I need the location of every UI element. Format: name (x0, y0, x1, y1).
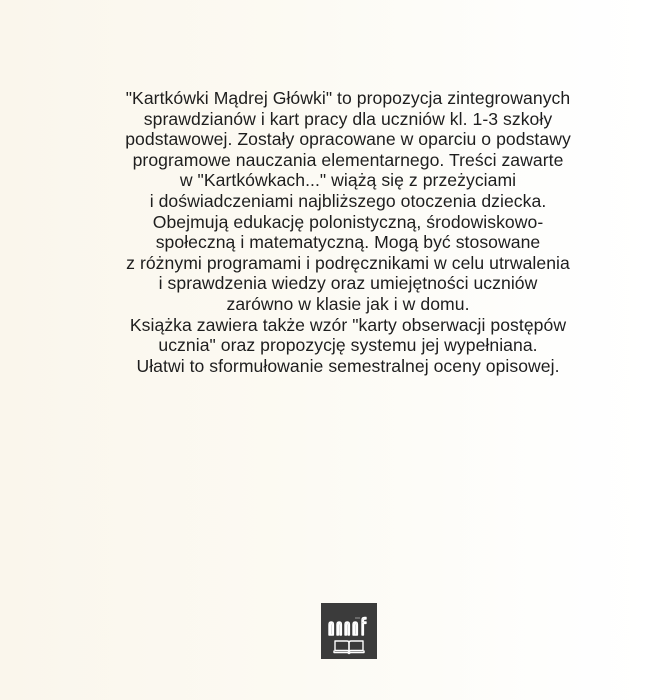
description-line: i sprawdzenia wiedzy oraz umiejętności uczniów (158, 273, 538, 294)
wordmark-glyphs (329, 618, 366, 636)
publisher-logo-graphic (321, 603, 377, 659)
description-line: "Kartkówki Mądrej Główki" to propozycja zintegrowanych (125, 88, 571, 108)
description-line: z różnymi programami i podręcznikami w celu utrwalenia (126, 252, 570, 273)
description-line: programowe nauczania elementarnego. Treści zawarte (132, 149, 564, 170)
book-description (88, 88, 608, 376)
description-line: podstawowej. Zostały opracowane w oparciu o podstawy (125, 129, 571, 150)
description-line: Książka zawiera także wzór "karty obserwacji postępów (129, 314, 567, 335)
description-line: społeczną i matematyczną. Mogą być stosowane (155, 232, 541, 253)
description-line: Obejmują edukację polonistyczną, środowiskowo- (152, 211, 544, 232)
tiny-mark (355, 618, 360, 619)
description-line: ucznia" oraz propozycję systemu jej wypełniana. (158, 335, 538, 356)
publisher-logo (321, 603, 377, 659)
description-line: Ułatwi to sformułowanie semestralnej oceny opisowej. (136, 355, 560, 376)
open-book-icon (334, 641, 364, 654)
description-line: w "Kartkówkach..." wiążą się z przeżyciami (179, 170, 517, 191)
description-line: i doświadczeniami najbliższego otoczenia dziecka. (149, 190, 547, 211)
description-line: zarówno w klasie jak i w domu. (226, 293, 470, 314)
description-line: sprawdzianów i kart pracy dla uczniów kl. 1-3 szkoły (143, 108, 553, 129)
